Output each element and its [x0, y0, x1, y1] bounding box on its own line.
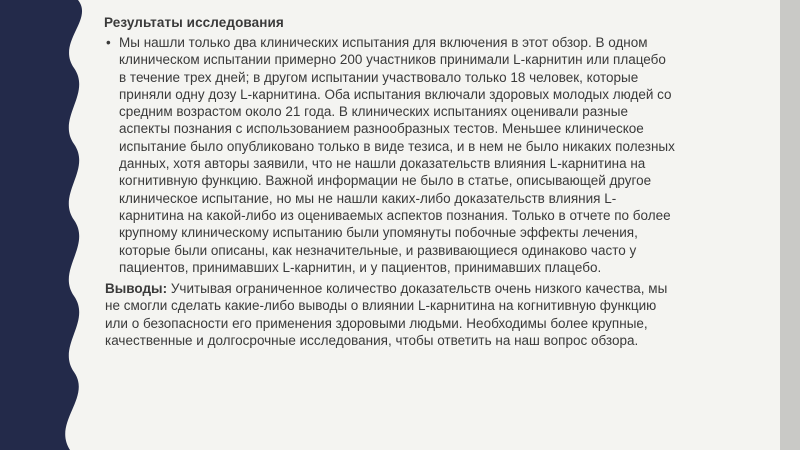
bullet-marker: •	[106, 35, 111, 50]
slide-heading: Результаты исследования	[104, 15, 284, 30]
right-accent-bar	[780, 0, 800, 450]
conclusion-label: Выводы:	[105, 281, 168, 297]
slide-content	[95, 14, 675, 349]
results-paragraph: Мы нашли только два клинических испытания для включения в этот обзор. В одном клиническом испытании примерно 200 участников принимали L-карнитин или плацебо в течение трех дней; в другом испытании участвовало только 18 человек, которые приняли одну дозу L-карнитина. Оба испытания включали здоровых молодых людей со средним возрастом около 21 года. В клинических испытаниях оценивали разные аспекты познания с использованием разнообразных тестов. Меньшее клиническое испытание было опубликовано только в виде тезиса, и в нем не было никаких полезных данных, хотя авторы заявили, что не нашли доказательств влияния L-карнитина на когнитивную функцию. Важной информации не было в статье, описывающей другое клиническое испытание, но мы не нашли каких-либо доказательств влияния L-карнитина на какой-либо из оцениваемых аспектов познания. Только в отчете по более крупному клиническому испытанию были упомянуты побочные эффекты лечения, которые были описаны, как незначительные, и развивающиеся одинаково часто у пациентов, принимавших L-карнитин, и у пациентов, принимавших плацебо.	[119, 35, 675, 275]
results-bullet	[95, 34, 675, 276]
conclusion-paragraph	[105, 280, 675, 349]
conclusion-text: Учитывая ограниченное количество доказательств очень низкого качества, мы не смогли сделать какие-либо выводы о влиянии L-карнитина на когнитивную функцию или о безопасности его применения здоровыми людьми. Необходимы более крупные, качественные и долгосрочные исследования, чтобы ответить на наш вопрос обзора.	[105, 281, 668, 349]
